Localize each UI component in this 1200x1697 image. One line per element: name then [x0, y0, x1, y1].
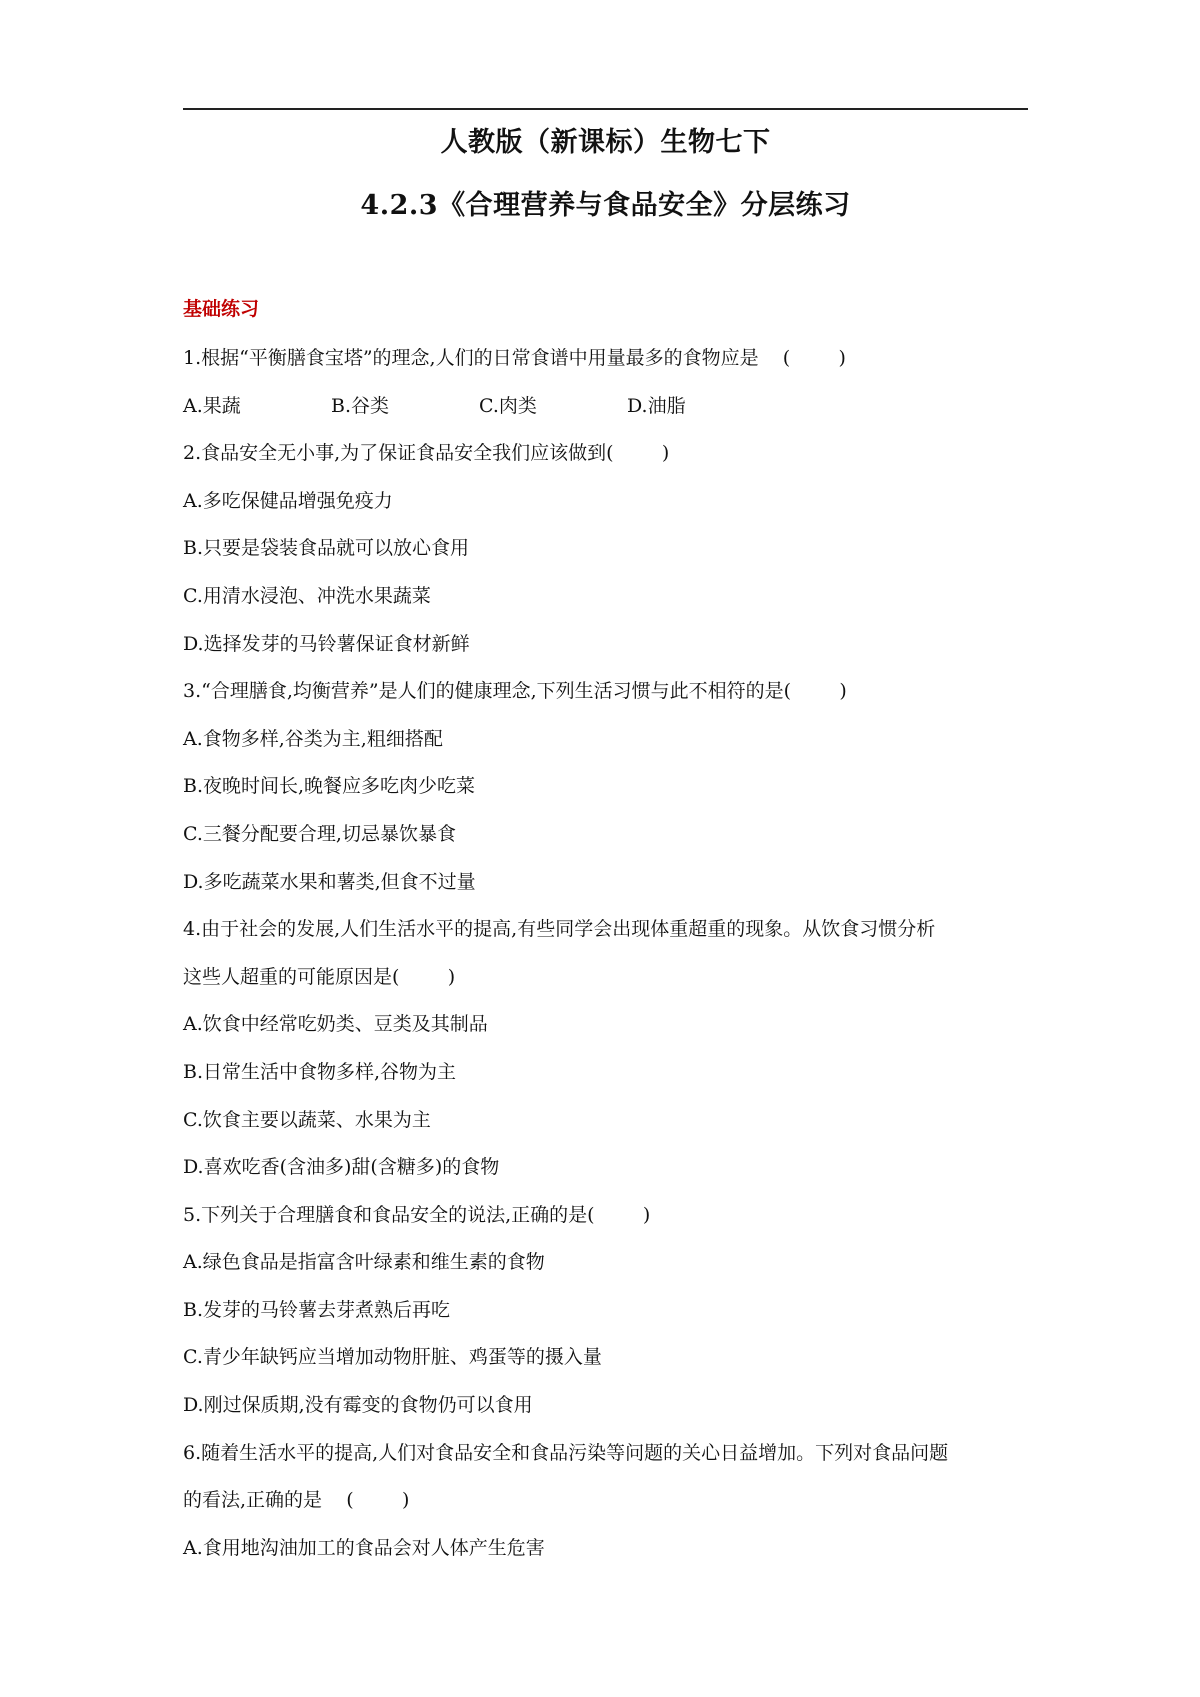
- question-5-option-c: C.青少年缺钙应当增加动物肝脏、鸡蛋等的摄入量: [183, 1346, 602, 1369]
- document-title: 人教版（新课标）生物七下: [440, 127, 771, 158]
- question-1-options: [183, 391, 1028, 439]
- question-list: [183, 343, 1028, 1580]
- question-3-option-c: C.三餐分配要合理,切忌暴饮暴食: [183, 822, 456, 845]
- question-4-option-b: B.日常生活中食物多样,谷物为主: [183, 1060, 457, 1083]
- question-4-option-c: C.饮食主要以蔬菜、水果为主: [183, 1108, 431, 1131]
- question-2-option-c: C.用清水浸泡、冲洗水果蔬菜: [183, 584, 431, 607]
- document-subtitle: 4.2.3《合理营养与食品安全》分层练习: [360, 190, 851, 221]
- question-1-option-a: A.果蔬: [183, 394, 241, 417]
- section-heading: 基础练习: [183, 298, 260, 320]
- question-1-stem: 1.根据“平衡膳食宝塔”的理念,人们的日常食谱中用量最多的食物应是 ( ): [183, 347, 846, 369]
- question-5-option-d: D.刚过保质期,没有霉变的食物仍可以食用: [183, 1394, 533, 1417]
- question-2-option-a: A.多吃保健品增强免疫力: [183, 489, 393, 512]
- question-5-option-a: A.绿色食品是指富含叶绿素和维生素的食物: [183, 1251, 545, 1274]
- question-1-option-c: C.肉类: [479, 394, 537, 417]
- question-1-option-b: B.谷类: [331, 394, 390, 417]
- header-rule: [183, 108, 1028, 110]
- question-4-option-d: D.喜欢吃香(含油多)甜(含糖多)的食物: [183, 1156, 500, 1179]
- question-1-option-d: D.油脂: [627, 394, 686, 417]
- question-3-option-b: B.夜晚时间长,晚餐应多吃肉少吃菜: [183, 775, 476, 798]
- question-2-option-b: B.只要是袋装食品就可以放心食用: [183, 537, 470, 560]
- question-3-option-a: A.食物多样,谷类为主,粗细搭配: [183, 727, 443, 750]
- question-6-stem-line-1: 6.随着生活水平的提高,人们对食品安全和食品污染等问题的关心日益增加。下列对食品问题: [183, 1441, 949, 1464]
- question-4-option-a: A.饮食中经常吃奶类、豆类及其制品: [183, 1013, 488, 1036]
- question-6-option-a: A.食用地沟油加工的食品会对人体产生危害: [183, 1536, 545, 1559]
- question-5-option-b: B.发芽的马铃薯去芽煮熟后再吃: [183, 1298, 451, 1321]
- question-2-stem: 2.食品安全无小事,为了保证食品安全我们应该做到( ): [183, 442, 670, 465]
- question-3-option-d: D.多吃蔬菜水果和薯类,但食不过量: [183, 870, 476, 893]
- question-6-stem-line-2: 的看法,正确的是 ( ): [183, 1489, 410, 1512]
- question-4-stem-line-2: 这些人超重的可能原因是( ): [183, 965, 456, 988]
- question-3-stem: 3.“合理膳食,均衡营养”是人们的健康理念,下列生活习惯与此不相符的是( ): [183, 680, 847, 703]
- question-2-option-d: D.选择发芽的马铃薯保证食材新鲜: [183, 632, 470, 655]
- question-5-stem: 5.下列关于合理膳食和食品安全的说法,正确的是( ): [183, 1203, 651, 1226]
- question-4-stem-line-1: 4.由于社会的发展,人们生活水平的提高,有些同学会出现体重超重的现象。从饮食习惯分析: [183, 918, 936, 941]
